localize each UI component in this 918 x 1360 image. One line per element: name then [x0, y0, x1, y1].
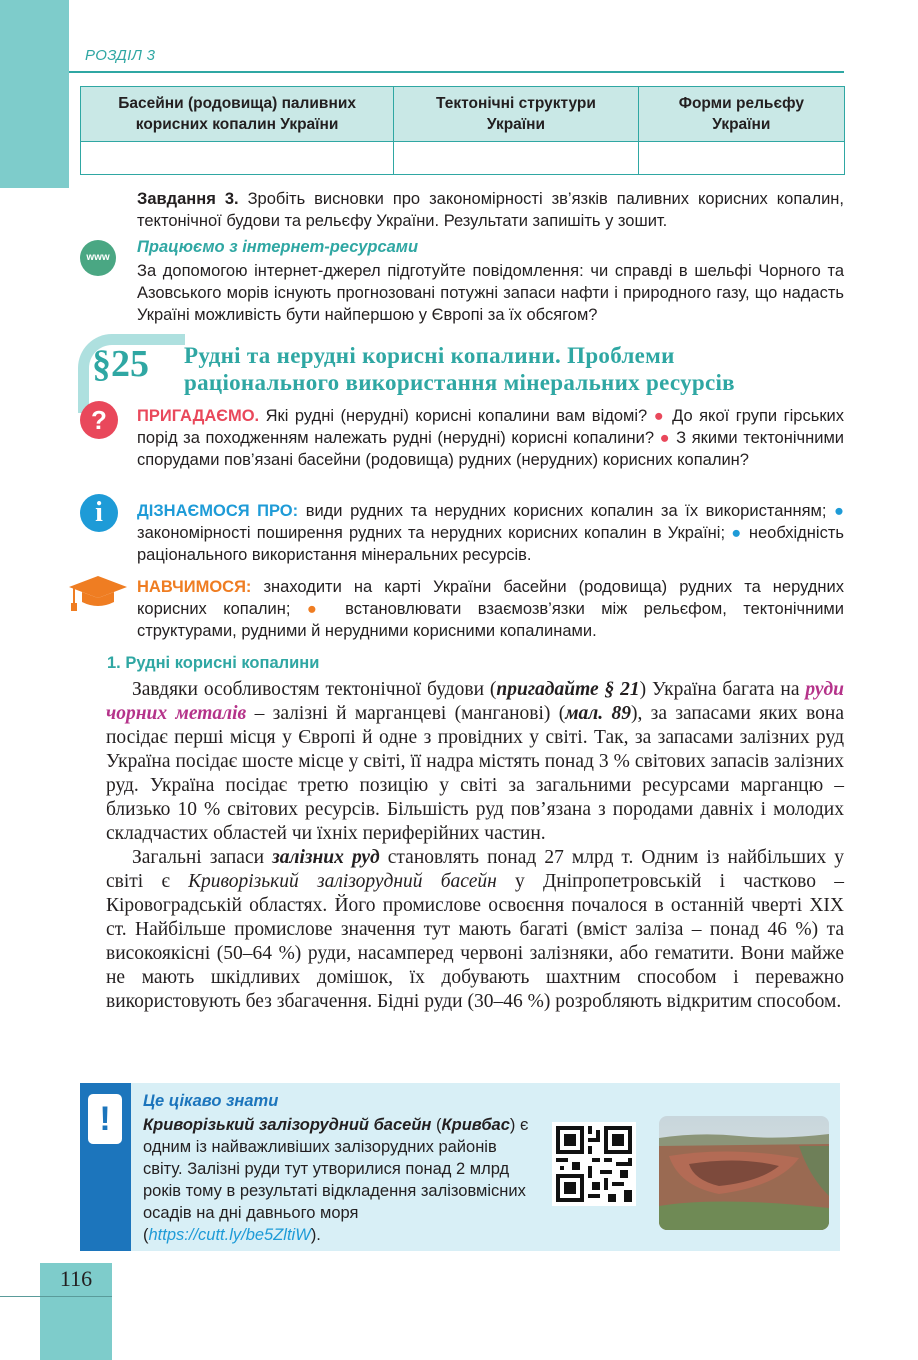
table-row: [81, 142, 845, 175]
exclamation-icon: !: [88, 1094, 122, 1144]
internet-task-text: За допомогою інтернет-джерел підготуйте повідомлення: чи справді в шельфі Чорного та Азовського морів існують прогнозовані потужні запаси нафти і природного газу, що надасть Україні можливість бути найпершою у Європі за їх обсягом?: [137, 262, 844, 324]
assignment-table: [80, 86, 845, 175]
table-header-cell: Басейни (родовища) паливних корисних копалин України: [81, 87, 394, 142]
fact-title: Це цікаво знати: [143, 1092, 279, 1110]
skills-block: НАВЧИМОСЯ: знаходити на карті України басейни (родовища) рудних та нерудних корисних копалин; ● встановлювати взаємозв’язки між рельєфом, тектонічними структурами, рудними й нерудними корисними копалинами.: [137, 578, 844, 640]
table-header-row: [81, 87, 845, 142]
task-3: Завдання 3. Зробіть висновки про закономірності зв’язків паливних корисних копалин, тектонічної будови та рельєфу України. Результати запишіть у зошит.: [137, 190, 844, 230]
bullet-icon: ●: [834, 502, 844, 520]
www-icon: www: [80, 240, 116, 276]
header-rule: [69, 71, 844, 73]
fact-text: Криворізький залізорудний басейн (Кривбас) є одним із найважливіших залізорудних районів світу. Залізні руди тут утворилися понад 2 млрд років тому в результаті відкладення залізовмісних осадів на дні давнього моря (https://cutt.ly/be5ZltiW).: [143, 1116, 529, 1244]
table-empty-cell: [638, 142, 844, 175]
table-header-cell: Тектонічні структури України: [394, 87, 638, 142]
info-icon: i: [80, 494, 118, 532]
fact-link[interactable]: https://cutt.ly/be5ZltiW: [148, 1226, 311, 1244]
learn-about-block: ДІЗНАЄМОСЯ ПРО: види рудних та нерудних корисних копалин за їх використанням; ● закономірності поширення рудних та нерудних корисних копалин в Україні; ● необхідність раціонального використання мінеральних ресурсів.: [137, 502, 844, 564]
question-icon: ?: [80, 401, 118, 439]
bullet-icon: ●: [731, 524, 743, 542]
table-header-cell: Форми рельєфу України: [638, 87, 844, 142]
page-rule: [0, 1296, 112, 1297]
section-label: РОЗДІЛ 3: [85, 47, 156, 64]
paragraph-title: Рудні та нерудні корисні копалини. Проблеми раціонального використання мінеральних ресурсів: [184, 343, 735, 395]
bullet-icon: ●: [653, 407, 666, 425]
page-number: 116: [59, 1266, 93, 1291]
table-empty-cell: [81, 142, 394, 175]
internet-task-title: Працюємо з інтернет-ресурсами: [137, 238, 419, 256]
paragraph-number: §25: [92, 343, 149, 385]
body-paragraph: Завдяки особливостям тектонічної будови (пригадайте § 21) Україна багата на руди чорних металів – залізні й марганцеві (манганові) (мал. 89), за запасами яких вона посідає перші місця у Європі й одне з провідних у світі. Так, за запасами залізних руд Україна посідає шосте місце у світі, її надра містять понад 3 % світових запасів залізних руд. Україна посідає третю позицію у світі за загальними ресурсами марганцю – близько 10 % світових ресурсів. Більшість руд пов’язана з породами давніх і молодих складчастих областей чи їхніх периферійних частин.: [106, 679, 844, 844]
section-heading: 1. Рудні корисні копалини: [107, 654, 320, 672]
table-empty-cell: [394, 142, 638, 175]
body-paragraph: Загальні запаси залізних руд становлять понад 27 млрд т. Одним із найбільших у світі є Криворізький залізорудний басейн у Дніпропетровській і частково – Кіровоградській областях. Його промислове освоєння почалося в останній чверті XIX ст. Найбільше промислове значення тут мають багаті (вміст заліза – понад 46 %) та високоякісні (50–64 %) руди, насамперед червоні залізняки, або гематити. Вони майже не мають шкідливих домішок, їх добувають шахтним способом і переважно використовують без збагачення. Бідні руди (30–46 %) розробляють відкритим способом.: [106, 847, 845, 1012]
bullet-icon: ●: [306, 600, 329, 618]
main-text: [106, 678, 844, 1014]
recall-block: ПРИГАДАЄМО. Які рудні (нерудні) корисні копалини вам відомі? ● До якої групи гірських порід за походженням належать рудні (нерудні) корисні копалини? ● З якими тектонічними спорудами пов’язані басейни (родовища) рудних (нерудних) корисних копалин?: [137, 407, 845, 469]
graduation-cap-icon: [68, 574, 128, 612]
bullet-icon: ●: [659, 429, 671, 447]
quarry-photo: [659, 1116, 829, 1230]
sidebar-decor-top: [0, 0, 69, 188]
qr-code-icon[interactable]: [552, 1122, 636, 1206]
